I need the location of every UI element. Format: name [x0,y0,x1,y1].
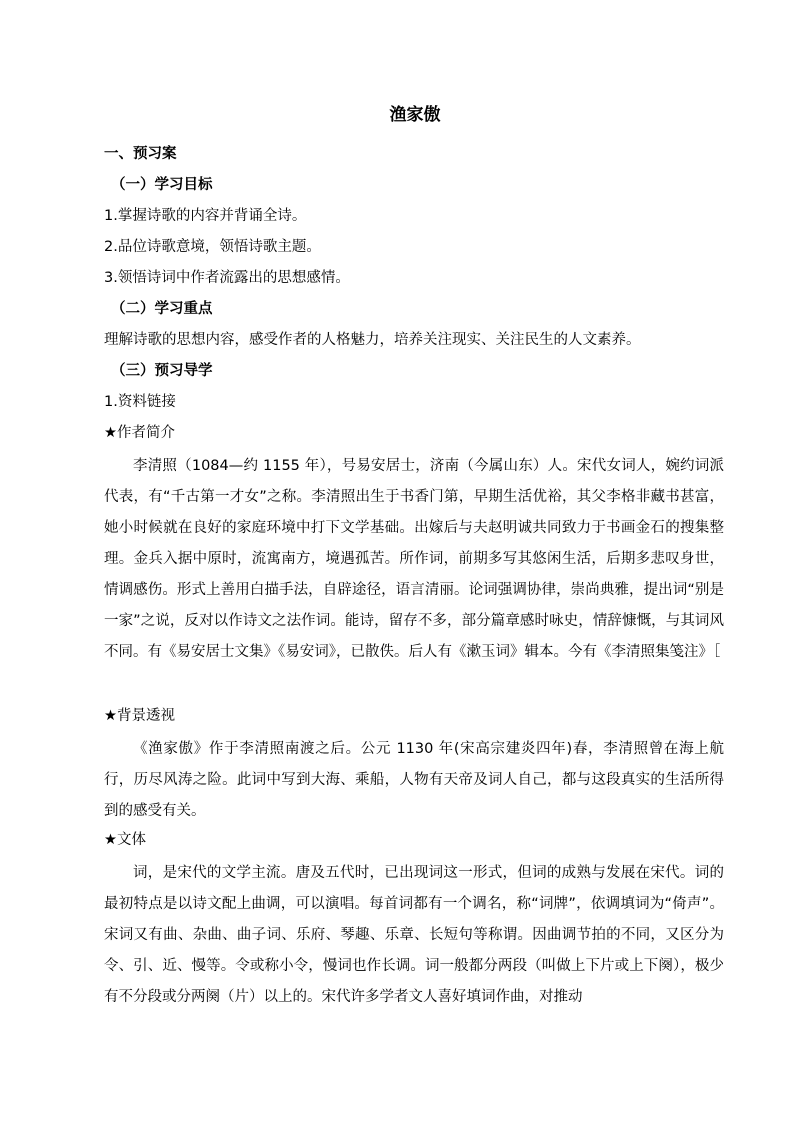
focus-text: 理解诗歌的思想内容，感受作者的人格魅力，培养关注现实、关注民生的人文素养。 [104,332,641,348]
subheading-learning-focus: （二）学习重点 [111,301,213,317]
background-paragraph: 《渔家傲》作于李清照南渡之后。公元 1130 年(宋高宗建炎四年)春，李清照曾在海上航行，历尽风涛之险。此词中写到大海、乘船，人物有天帝及词人自己，都与这段真实的生活所得到的感受有关。 [104,741,724,819]
goal-item-2: 2.品位诗歌意境，领悟诗歌主题。 [104,239,321,255]
genre-paragraph: 词，是宋代的文学主流。唐及五代时，已出现词这一形式，但词的成熟与发展在宋代。词的最初特点是以诗文配上曲调，可以演唱。每首词都有一个调名，称“词牌”，依调填词为“倚声”。宋词又有曲、杂曲、曲子词、乐府、琴趣、乐章、长短句等称谓。因曲调节拍的不同，又区分为令、引、近、慢等。令或称小令，慢词也作长调。词一般都分两段（叫做上下片或上下阕），极少有不分段或分两阕（片）以上的。宋代许多学者文人喜好填词作曲，对推动 [104,865,724,1005]
subheading-learning-goals: （一）学习目标 [111,177,213,193]
genre-heading: ★文体 [104,832,146,848]
goal-item-3: 3.领悟诗词中作者流露出的思想感情。 [104,270,350,286]
section-heading-preview: 一、预习案 [104,146,177,162]
material-link-label: 1.资料链接 [104,394,176,410]
document-title: 渔家傲 [389,105,441,125]
goal-item-1: 1.掌握诗歌的内容并背诵全诗。 [104,208,307,224]
author-heading: ★作者简介 [104,425,175,441]
background-heading: ★背景透视 [104,708,175,724]
subheading-preview-guide: （三）预习导学 [111,363,213,379]
author-paragraph: 李清照（1084—约 1155 年），号易安居士，济南（今属山东）人。宋代女词人，婉约词派代表，有“千古第一才女”之称。李清照出生于书香门第，早期生活优裕，其父李格非藏书甚富，她小时候就在良好的家庭环境中打下文学基础。出嫁后与夫赵明诚共同致力于书画金石的搜集整理。金兵入据中原时，流寓南方，境遇孤苦。所作词，前期多写其悠闲生活，后期多悲叹身世，情调感伤。形式上善用白描手法，自辟途径，语言清丽。论词强调协律，崇尚典雅，提出词“别是一家”之说，反对以作诗文之法作词。能诗，留存不多，部分篇章感时咏史，情辞慷慨，与其词风不同。有《易安居士文集》《易安词》，已散佚。后人有《漱玉词》辑本。今有《李清照集笺注》［ [104,458,724,660]
